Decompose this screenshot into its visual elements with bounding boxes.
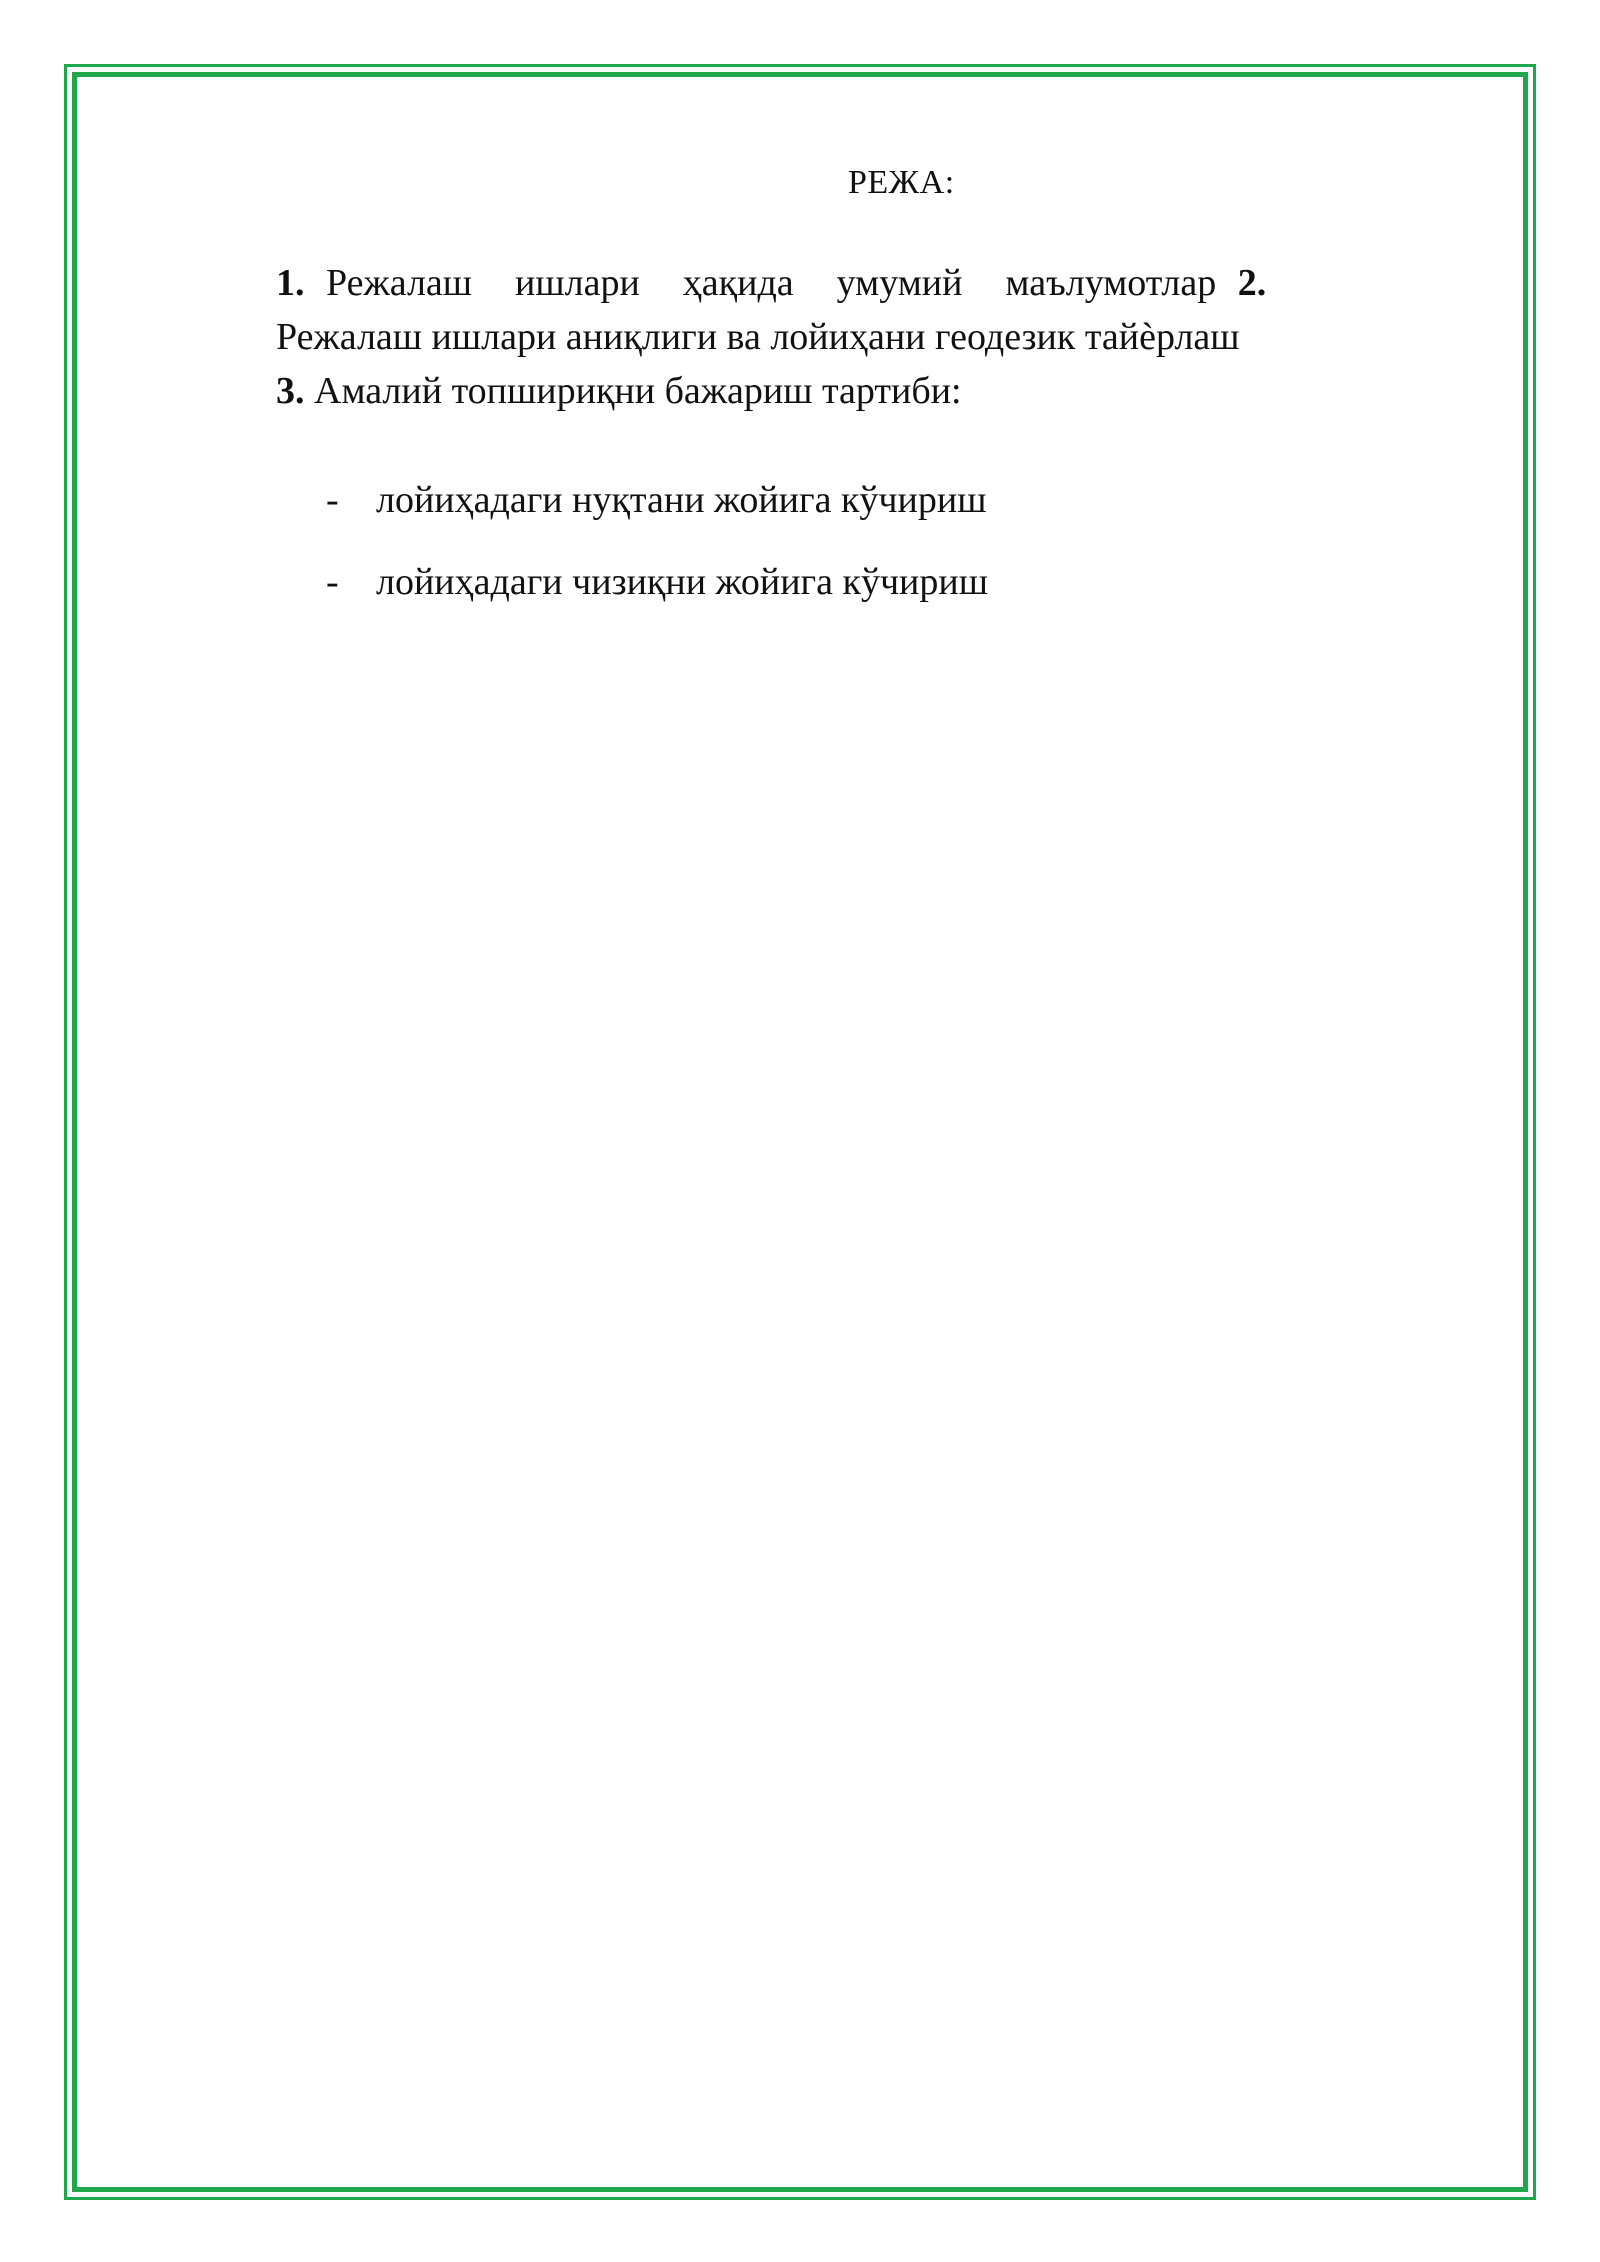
subitem-text: лойиҳадаги нуқтани жойига кўчириш xyxy=(376,479,987,521)
plan-item-number: 2. xyxy=(1237,262,1267,304)
plan-item-2 xyxy=(276,310,1386,364)
subitem xyxy=(326,478,988,560)
plan-list xyxy=(276,256,1386,418)
subitem-dash: - xyxy=(326,561,339,603)
subitem xyxy=(326,560,988,642)
plan-item-number: 1. xyxy=(276,262,305,304)
plan-item-1 xyxy=(276,256,1386,310)
plan-item-text: Режалаш ишлари аниқлиги ва лойиҳани геодезик тайѐрлаш xyxy=(276,316,1240,358)
plan-item-text: Амалий топшириқни бажариш тартиби: xyxy=(304,370,962,412)
plan-item-3 xyxy=(276,364,1386,418)
plan-item-text: Режалаш ишлари ҳақида умумий маълумотлар xyxy=(304,262,1238,304)
subitem-dash: - xyxy=(326,479,339,521)
page-title: РЕЖА: xyxy=(848,164,955,201)
subitem-text: лойиҳадаги чизиқни жойига кўчириш xyxy=(376,561,988,603)
plan-item-number: 3. xyxy=(276,370,305,412)
subitem-list xyxy=(326,478,988,642)
